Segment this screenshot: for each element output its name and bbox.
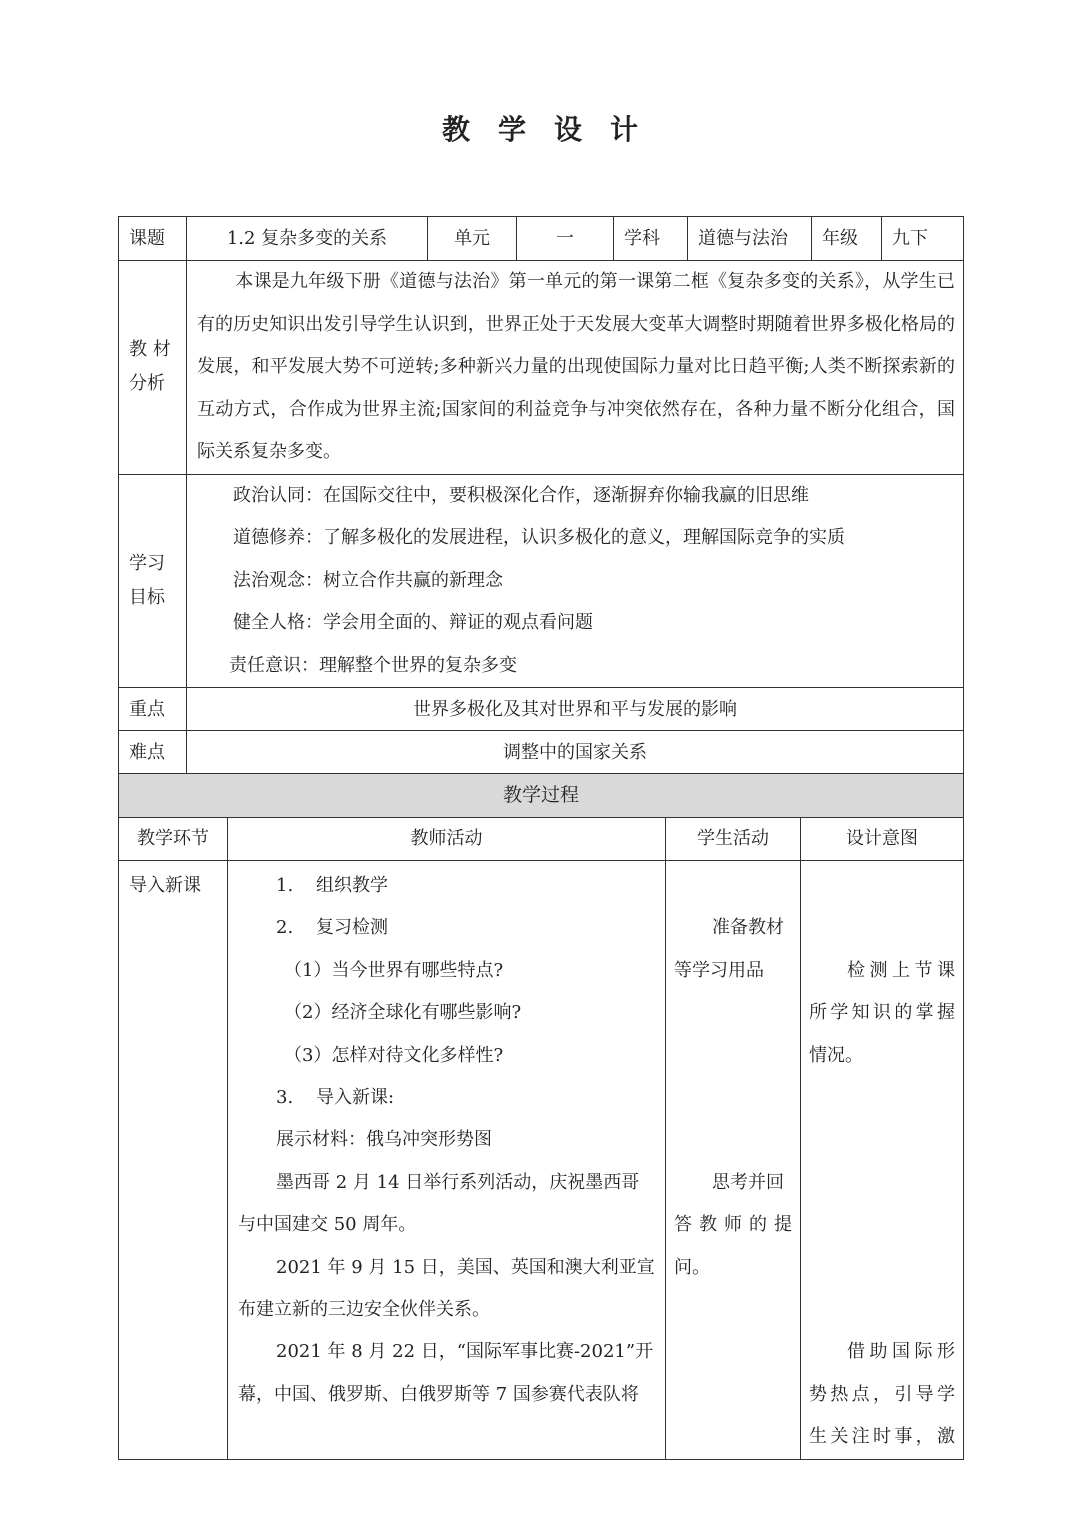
goal-item: 法治观念：树立合作共赢的新理念 [233,569,503,591]
teacher-item: 1. 组织教学 [276,875,389,896]
goals-label-line: 学习 [129,552,165,574]
title-char: 学 [497,113,526,146]
design-text: 势热点，引导学 [809,1383,956,1405]
review-question: （2）经济全球化有哪些影响? [284,1002,522,1024]
design-text: 生关注时事，激 [809,1426,956,1448]
goal-item: 政治认同：在国际交往中，要积极深化合作，逐渐摒弃你输我赢的旧思维 [233,484,809,506]
stage-label: 导入新课 [129,875,201,896]
analysis-text [187,261,964,475]
header-row [119,217,964,261]
analysis-label-line: 分析 [129,373,165,395]
grade-label: 年级 [812,217,882,261]
design-text: 检测上节课 [847,959,956,981]
subject-label: 学科 [614,217,688,261]
title-char: 计 [610,113,639,146]
material-text: 与中国建交 50 周年。 [238,1214,417,1236]
difficulty-label: 难点 [119,731,187,775]
analysis-label [119,261,187,475]
lesson-info-table [118,216,964,775]
process-title-row [119,774,964,818]
material-text: 2021 年 9 月 15 日，美国、英国和澳大利亚宣 [276,1256,655,1278]
student-text: 准备教材 [712,917,784,939]
design-text: 所学知识的掌握 [809,1002,956,1024]
analysis-row [119,261,964,475]
page-title [0,108,1080,148]
process-header-row [119,818,964,861]
student-activity [666,861,801,1460]
unit-value: 一 [517,217,614,261]
teaching-process-table [118,773,964,1460]
goal-item: 责任意识：理解整个世界的复杂多变 [229,654,517,676]
process-row [119,861,964,1460]
student-text: 问。 [674,1256,710,1278]
column-header: 设计意图 [801,818,964,861]
analysis-paragraph: 本课是九年级下册《道德与法治》第一单元的第一课第二框《复杂多变的关系》，从学生已有的历史知识出发引导学生认识到，世界正处于天发展大变革大调整时期随着世界多极化格局的发展，和平发展大势不可逆转;多种新兴力量的出现使国际力量对比日趋平衡;人类不断探索新的互动方式，合作成为世界主流;国家间的利益竞争与冲突依然存在，各种力量不断分化组合，国际关系复杂多变。 [197,271,955,462]
teacher-item: 3. 导入新课: [276,1087,395,1109]
design-text: 情况。 [809,1044,863,1066]
difficulty-row [119,731,964,775]
column-header: 学生活动 [666,818,801,861]
process-title: 教学过程 [119,774,964,818]
key-point-row [119,688,964,731]
unit-label: 单元 [428,217,517,261]
design-intent [801,861,964,1460]
goals-list [187,474,964,688]
course-label: 课题 [119,217,187,261]
column-header: 教学环节 [119,818,228,861]
title-char: 教 [441,113,470,146]
material-text: 布建立新的三边安全伙伴关系。 [238,1299,490,1321]
review-question: （3）怎样对待文化多样性? [284,1044,504,1066]
goals-row [119,474,964,688]
title-char: 设 [554,113,583,146]
stage-cell [119,861,228,1460]
teacher-item: 2. 复习检测 [276,917,389,939]
course-value: 1.2 复杂多变的关系 [187,217,428,261]
column-header: 教师活动 [228,818,666,861]
review-question: （1）当今世界有哪些特点? [284,959,504,981]
student-text: 思考并回 [712,1171,784,1193]
key-point-value: 世界多极化及其对世界和平与发展的影响 [187,688,964,731]
analysis-label-line: 教 材 [129,339,171,361]
material-text: 2021 年 8 月 22 日，“国际军事比赛-2021”开 [276,1341,654,1363]
teacher-activity [228,861,666,1460]
goal-item: 道德修养：了解多极化的发展进程，认识多极化的意义，理解国际竞争的实质 [233,527,845,549]
key-point-label: 重点 [119,688,187,731]
student-text: 答 教 师 的 提 [674,1214,792,1236]
goals-label-line: 目标 [129,586,165,608]
goal-item: 健全人格：学会用全面的、辩证的观点看问题 [233,612,593,634]
material-text: 幕，中国、俄罗斯、白俄罗斯等 7 国参赛代表队将 [238,1383,639,1405]
difficulty-value: 调整中的国家关系 [187,731,964,775]
design-text: 借助国际形 [847,1341,956,1363]
goals-label [119,474,187,688]
subject-value: 道德与法治 [688,217,812,261]
student-text: 等学习用品 [674,959,764,981]
material-line: 展示材料：俄乌冲突形势图 [276,1129,492,1151]
grade-value: 九下 [882,217,964,261]
material-text: 墨西哥 2 月 14 日举行系列活动，庆祝墨西哥 [276,1171,640,1193]
